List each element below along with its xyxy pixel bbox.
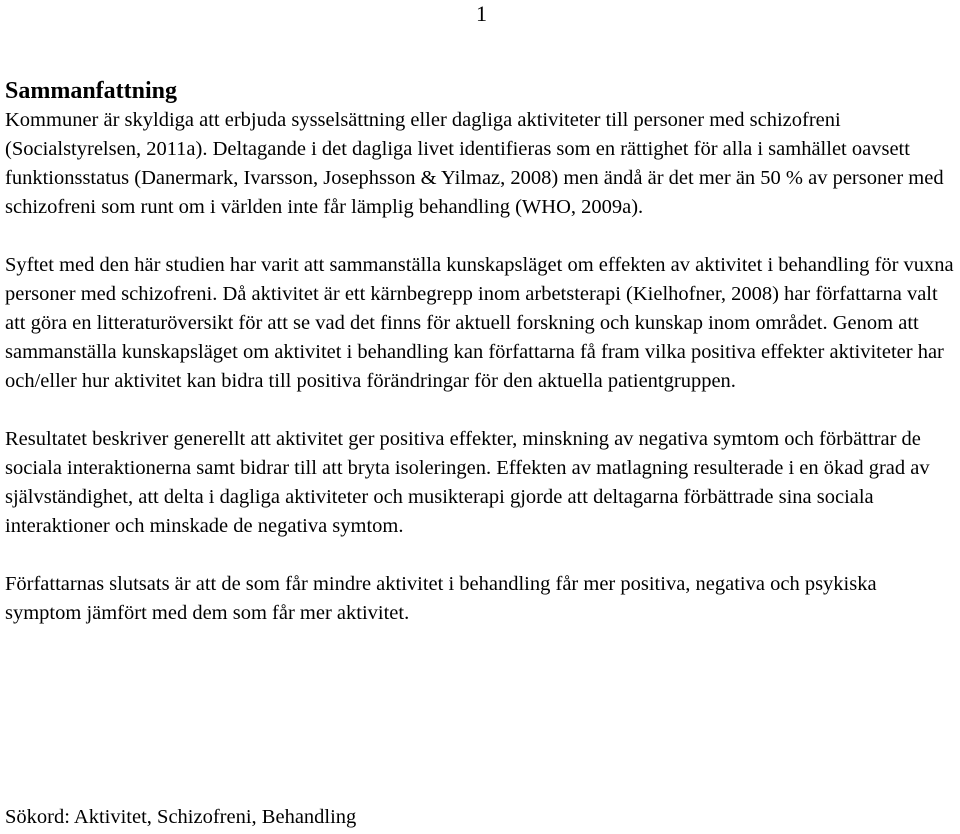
paragraph-background: Kommuner är skyldiga att erbjuda sysselsättning eller dagliga aktiviteter till personer med schizofreni (Socialstyrelsen, 2011a). Deltagande i det dagliga livet identifieras som en rättighet för alla i samhället oavsett funktionsstatus (Danermark, Ivarsson, Josephsson & Yilmaz, 2008) men ändå är det mer än 50 % av personer med schizofreni som runt om i världen inte får lämplig behandling (WHO, 2009a). [5,109,944,218]
keywords: Sökord: Aktivitet, Schizofreni, Behandling [5,806,357,828]
paragraph-conclusion: Författarnas slutsats är att de som får mindre aktivitet i behandling får mer positiva, negativa och psykiska symptom jämfört med dem som får mer aktivitet. [5,573,877,624]
summary-section [5,76,957,657]
section-title: Sammanfattning [5,78,178,104]
paragraph-aim: Syftet med den här studien har varit att sammanställa kunskapsläget om effekten av aktivitet i behandling för vuxna personer med schizofreni. Då aktivitet är ett kärnbegrepp inom arbetsterapi (Kielhofner, 2008) har författarna valt att göra en litteraturöversikt för att se vad det finns för aktuell forskning och kunskap inom området. Genom att sammanställa kunskapsläget om aktivitet i behandling kan författarna få fram vilka positiva effekter aktiviteter har och/eller hur aktivitet kan bidra till positiva förändringar för den aktuella patientgruppen. [5,254,954,392]
page-number: 1 [476,1,487,26]
paragraph-results: Resultatet beskriver generellt att aktivitet ger positiva effekter, minskning av negativa symtom och förbättrar de sociala interaktionerna samt bidrar till att bryta isoleringen. Effekten av matlagning resulterade i en ökad grad av självständighet, att delta i dagliga aktiviteter och musikterapi gjorde att deltagarna förbättrade sina sociala interaktioner och minskade de negativa symtom. [5,428,930,537]
